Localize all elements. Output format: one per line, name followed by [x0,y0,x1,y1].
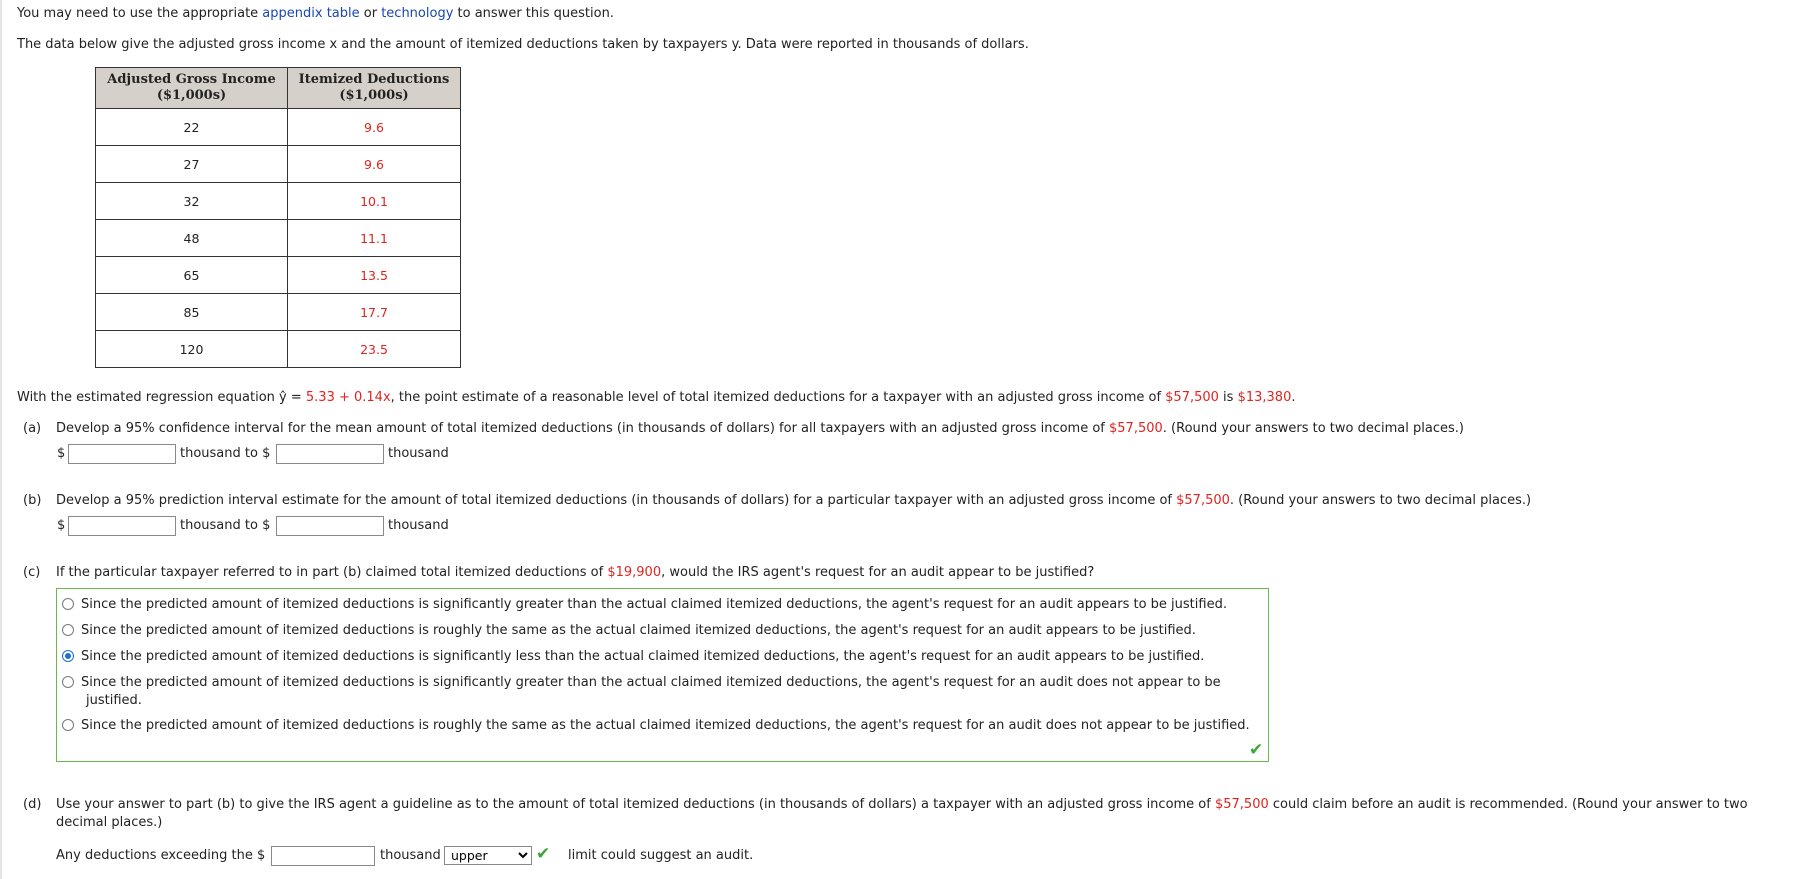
part-b-upper-input[interactable] [276,516,384,536]
part-a-question [56,420,1464,437]
header-income-label: Adjusted Gross Income ($1,000s) [107,72,276,103]
part-a-label: (a) [23,421,42,436]
regression-estimate: $13,380 [1237,390,1292,405]
option-4-continuation: justified. [86,693,142,708]
income-cell: 22 [96,109,288,146]
part-d-label: (d) [23,797,42,812]
part-a-upper-input[interactable] [276,444,384,464]
table-row [96,109,461,146]
regression-income: $57,500 [1165,390,1219,405]
left-border [0,0,2,879]
check-icon: ✔ [1249,740,1264,760]
appendix-table-link[interactable]: appendix table [262,6,360,21]
part-d-question [56,796,1748,813]
part-c-text1: If the particular taxpayer referred to in part (b) claimed total itemized deductions of [56,565,608,580]
deduction-cell: 9.6 [288,146,461,183]
header-income [96,68,288,109]
part-c-text2: , would the IRS agent's request for an audit appear to be justified? [661,565,1095,580]
option-5-text: Since the predicted amount of itemized deductions is roughly the same as the actual claimed itemized deductions, the agent's request for an audit does not appear to be justified. [81,718,1250,733]
option-3-text: Since the predicted amount of itemized deductions is significantly less than the actual claimed itemized deductions, the agent's request for an audit appears to be justified. [81,649,1205,664]
table-row [96,294,461,331]
header-deductions-label: Itemized Deductions ($1,000s) [298,72,450,103]
deduction-cell: 13.5 [288,257,461,294]
limit-select[interactable] [444,846,532,865]
part-c-label: (c) [23,565,41,580]
part-a-income: $57,500 [1109,421,1163,436]
part-c-question [56,564,1094,581]
part-b-question [56,492,1531,509]
part-d-thousand: thousand [380,848,441,863]
part-a-thousand: thousand [388,446,449,461]
description-text: The data below give the adjusted gross income x and the amount of itemized deductions taken by taxpayers y. Data were reported in thousands of dollars. [17,37,1029,52]
income-cell: 48 [96,220,288,257]
part-b-text1: Develop a 95% prediction interval estimate for the amount of total itemized deductions (in thousands of dollars) for a particular taxpayer with an adjusted gross income of [56,493,1177,508]
deduction-cell: 10.1 [288,183,461,220]
deduction-cell: 23.5 [288,331,461,368]
technology-link[interactable]: technology [381,6,454,21]
income-cell: 65 [96,257,288,294]
intro-middle: or [359,6,382,21]
part-b-label: (b) [23,493,42,508]
intro-prefix: You may need to use the appropriate [17,6,263,21]
regression-text [17,389,1295,406]
part-b-thousand: thousand [388,518,449,533]
table-row [96,257,461,294]
table-row [96,146,461,183]
part-b-lower-input[interactable] [68,516,176,536]
regression-part2: , the point estimate of a reasonable level of total itemized deductions for a taxpayer with an adjusted gross income of [390,390,1166,405]
income-cell: 27 [96,146,288,183]
part-d-text2: could claim before an audit is recommended. (Round your answer to two [1268,797,1748,812]
part-a-text1: Develop a 95% confidence interval for the mean amount of total itemized deductions (in thousands of dollars) for all taxpayers with an adjusted gross income of [56,421,1110,436]
part-a-thousand-to: thousand to $ [180,446,271,461]
part-c-amount: $19,900 [607,565,662,580]
deduction-cell: 17.7 [288,294,461,331]
income-cell: 32 [96,183,288,220]
table-row [96,220,461,257]
part-d-question-cont: decimal places.) [56,815,163,830]
part-d-input[interactable] [271,846,375,866]
radio-icon[interactable] [62,676,74,688]
radio-icon[interactable] [62,624,74,636]
income-cell: 85 [96,294,288,331]
income-cell: 120 [96,331,288,368]
radio-icon[interactable] [62,719,74,731]
table-row [96,331,461,368]
part-d-suffix: limit could suggest an audit. [568,848,754,863]
part-b-income: $57,500 [1176,493,1230,508]
deduction-cell: 11.1 [288,220,461,257]
part-a-text2: . (Round your answers to two decimal places.) [1162,421,1464,436]
part-a-dollar: $ [57,446,66,461]
part-d-text1: Use your answer to part (b) to give the IRS agent a guideline as to the amount of total itemized deductions (in thousands of dollars) a taxpayer with an adjusted gross income of [56,797,1215,812]
deduction-cell: 9.6 [288,109,461,146]
part-b-dollar: $ [57,518,66,533]
part-d-prefix: Any deductions exceeding the $ [56,848,266,863]
regression-part3: is [1218,390,1238,405]
regression-equation: 5.33 + 0.14x [305,390,391,405]
part-a-lower-input[interactable] [68,444,176,464]
data-table [95,67,461,368]
part-b-thousand-to: thousand to $ [180,518,271,533]
radio-icon[interactable] [62,598,74,610]
table-row [96,183,461,220]
intro-suffix: to answer this question. [453,6,614,21]
radio-selected-icon[interactable] [62,650,74,662]
regression-part4: . [1291,390,1296,405]
intro-text [17,5,614,22]
option-2-text: Since the predicted amount of itemized deductions is roughly the same as the actual claimed itemized deductions, the agent's request for an audit appears to be justified. [81,623,1196,638]
option-1-text: Since the predicted amount of itemized deductions is significantly greater than the actual claimed itemized deductions, the agent's request for an audit appears to be justified. [81,597,1227,612]
header-deductions [288,68,461,109]
regression-part1: With the estimated regression equation ŷ = [17,390,306,405]
check-icon: ✔ [536,844,551,864]
part-b-text2: . (Round your answers to two decimal places.) [1229,493,1532,508]
part-d-income: $57,500 [1214,797,1269,812]
option-4-text: Since the predicted amount of itemized deductions is significantly greater than the actual claimed itemized deductions, the agent's request for an audit does not appear to be [81,675,1221,690]
